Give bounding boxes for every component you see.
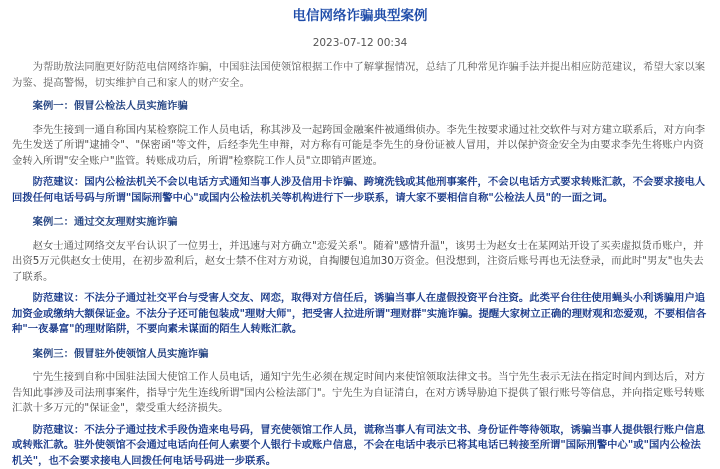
publish-date: 2023-07-12 00:34	[12, 35, 708, 51]
case-advice: 防范建议：国内公检法机关不会以电话方式通知当事人涉及信用卡诈骗、跨境洗钱或其他刑事案件，不会以电话方式要求转账汇款，不会要求接电人回拨任何电话号码与所谓"国际刑警中心"或国内公检法机关等机构进行下一步联系，请大家不要相信自称"公检法人员"的一面之词。	[12, 175, 708, 206]
case-heading: 案例二：通过交友理财实施诈骗	[12, 215, 708, 231]
case-advice: 防范建议：不法分子通过社交平台与受害人交友、网恋，取得对方信任后，诱骗当事人在虚假投资平台注资。此类平台往往使用蝇头小利诱骗用户追加资金或缴纳大额保证金。不法分子还可能包装成"理财大师"，把受害人拉进所谓"理财群"实施诈骗。提醒大家树立正确的理财观和恋爱观，不要相信各种"一夜暴富"的理财陷阱，不要向素未谋面的陌生人转账汇款。	[12, 291, 708, 338]
case-advice: 防范建议：不法分子通过技术手段伪造来电号码，冒充使领馆工作人员，谎称当事人有司法文书、身份证件等待领取，诱骗当事人提供银行账户信息或转账汇款。驻外使领馆不会通过电话向任何人索要个人银行卡或账户信息，不会在电话中表示已将其电话已转接至所谓"国际刑警中心"或"国内公检法机关"，也不会要求接电人回拨任何电话号码进一步联系。	[12, 423, 708, 469]
case-1	[12, 99, 708, 206]
case-body: 宁先生接到自称中国驻法国大使馆工作人员电话，通知宁先生必须在规定时间内来使馆领取法律文书。当宁先生表示无法在指定时间内到达后，对方告知此事涉及司法刑事案件，指导宁先生连线所谓"国内公检法部门"。宁先生为自证清白，在对方诱导胁迫下提供了银行账号等信息，并向指定账号转账汇款十多万元的"保证金"，蒙受重大经济损失。	[12, 370, 708, 417]
case-body: 李先生接到一通自称国内某检察院工作人员电话，称其涉及一起跨国金融案件被通缉侦办。李先生按要求通过社交软件与对方建立联系后，对方向李先生发送了所谓"逮捕令"、"保密函"等文件，后经李先生申辩，对方称有可能是李先生的身份证被人冒用，并以保护资金安全为由要求李先生将账户内资金转入所谓"安全账户"监管。转账成功后，所谓"检察院工作人员"立即销声匿迹。	[12, 123, 708, 170]
intro-paragraph: 为帮助敖法同胞更好防范电信网络诈骗，中国驻法国使领馆根据工作中了解掌握情况，总结了几种常见诈骗手法并提出相应防范建议，希望大家以案为鉴、提高警惕，切实维护自己和家人的财产安全。	[12, 60, 708, 91]
case-heading: 案例三：假冒驻外使领馆人员实施诈骗	[12, 347, 708, 363]
case-body: 赵女士通过网络交友平台认识了一位男士，并迅速与对方确立"恋爱关系"。随着"感情升温"，该男士为赵女士在某网站开设了买卖虚拟货币账户，并出资5万元供赵女士使用，在初步盈利后，赵女士禁不住对方劝说，自掏腰包追加30万资金。但没想到，注资后账号再也无法登录，而此时"男友"也失去了联系。	[12, 239, 708, 286]
case-2	[12, 215, 708, 338]
article-title: 电信网络诈骗典型案例	[12, 6, 708, 26]
case-3	[12, 347, 708, 469]
case-heading: 案例一：假冒公检法人员实施诈骗	[12, 99, 708, 115]
